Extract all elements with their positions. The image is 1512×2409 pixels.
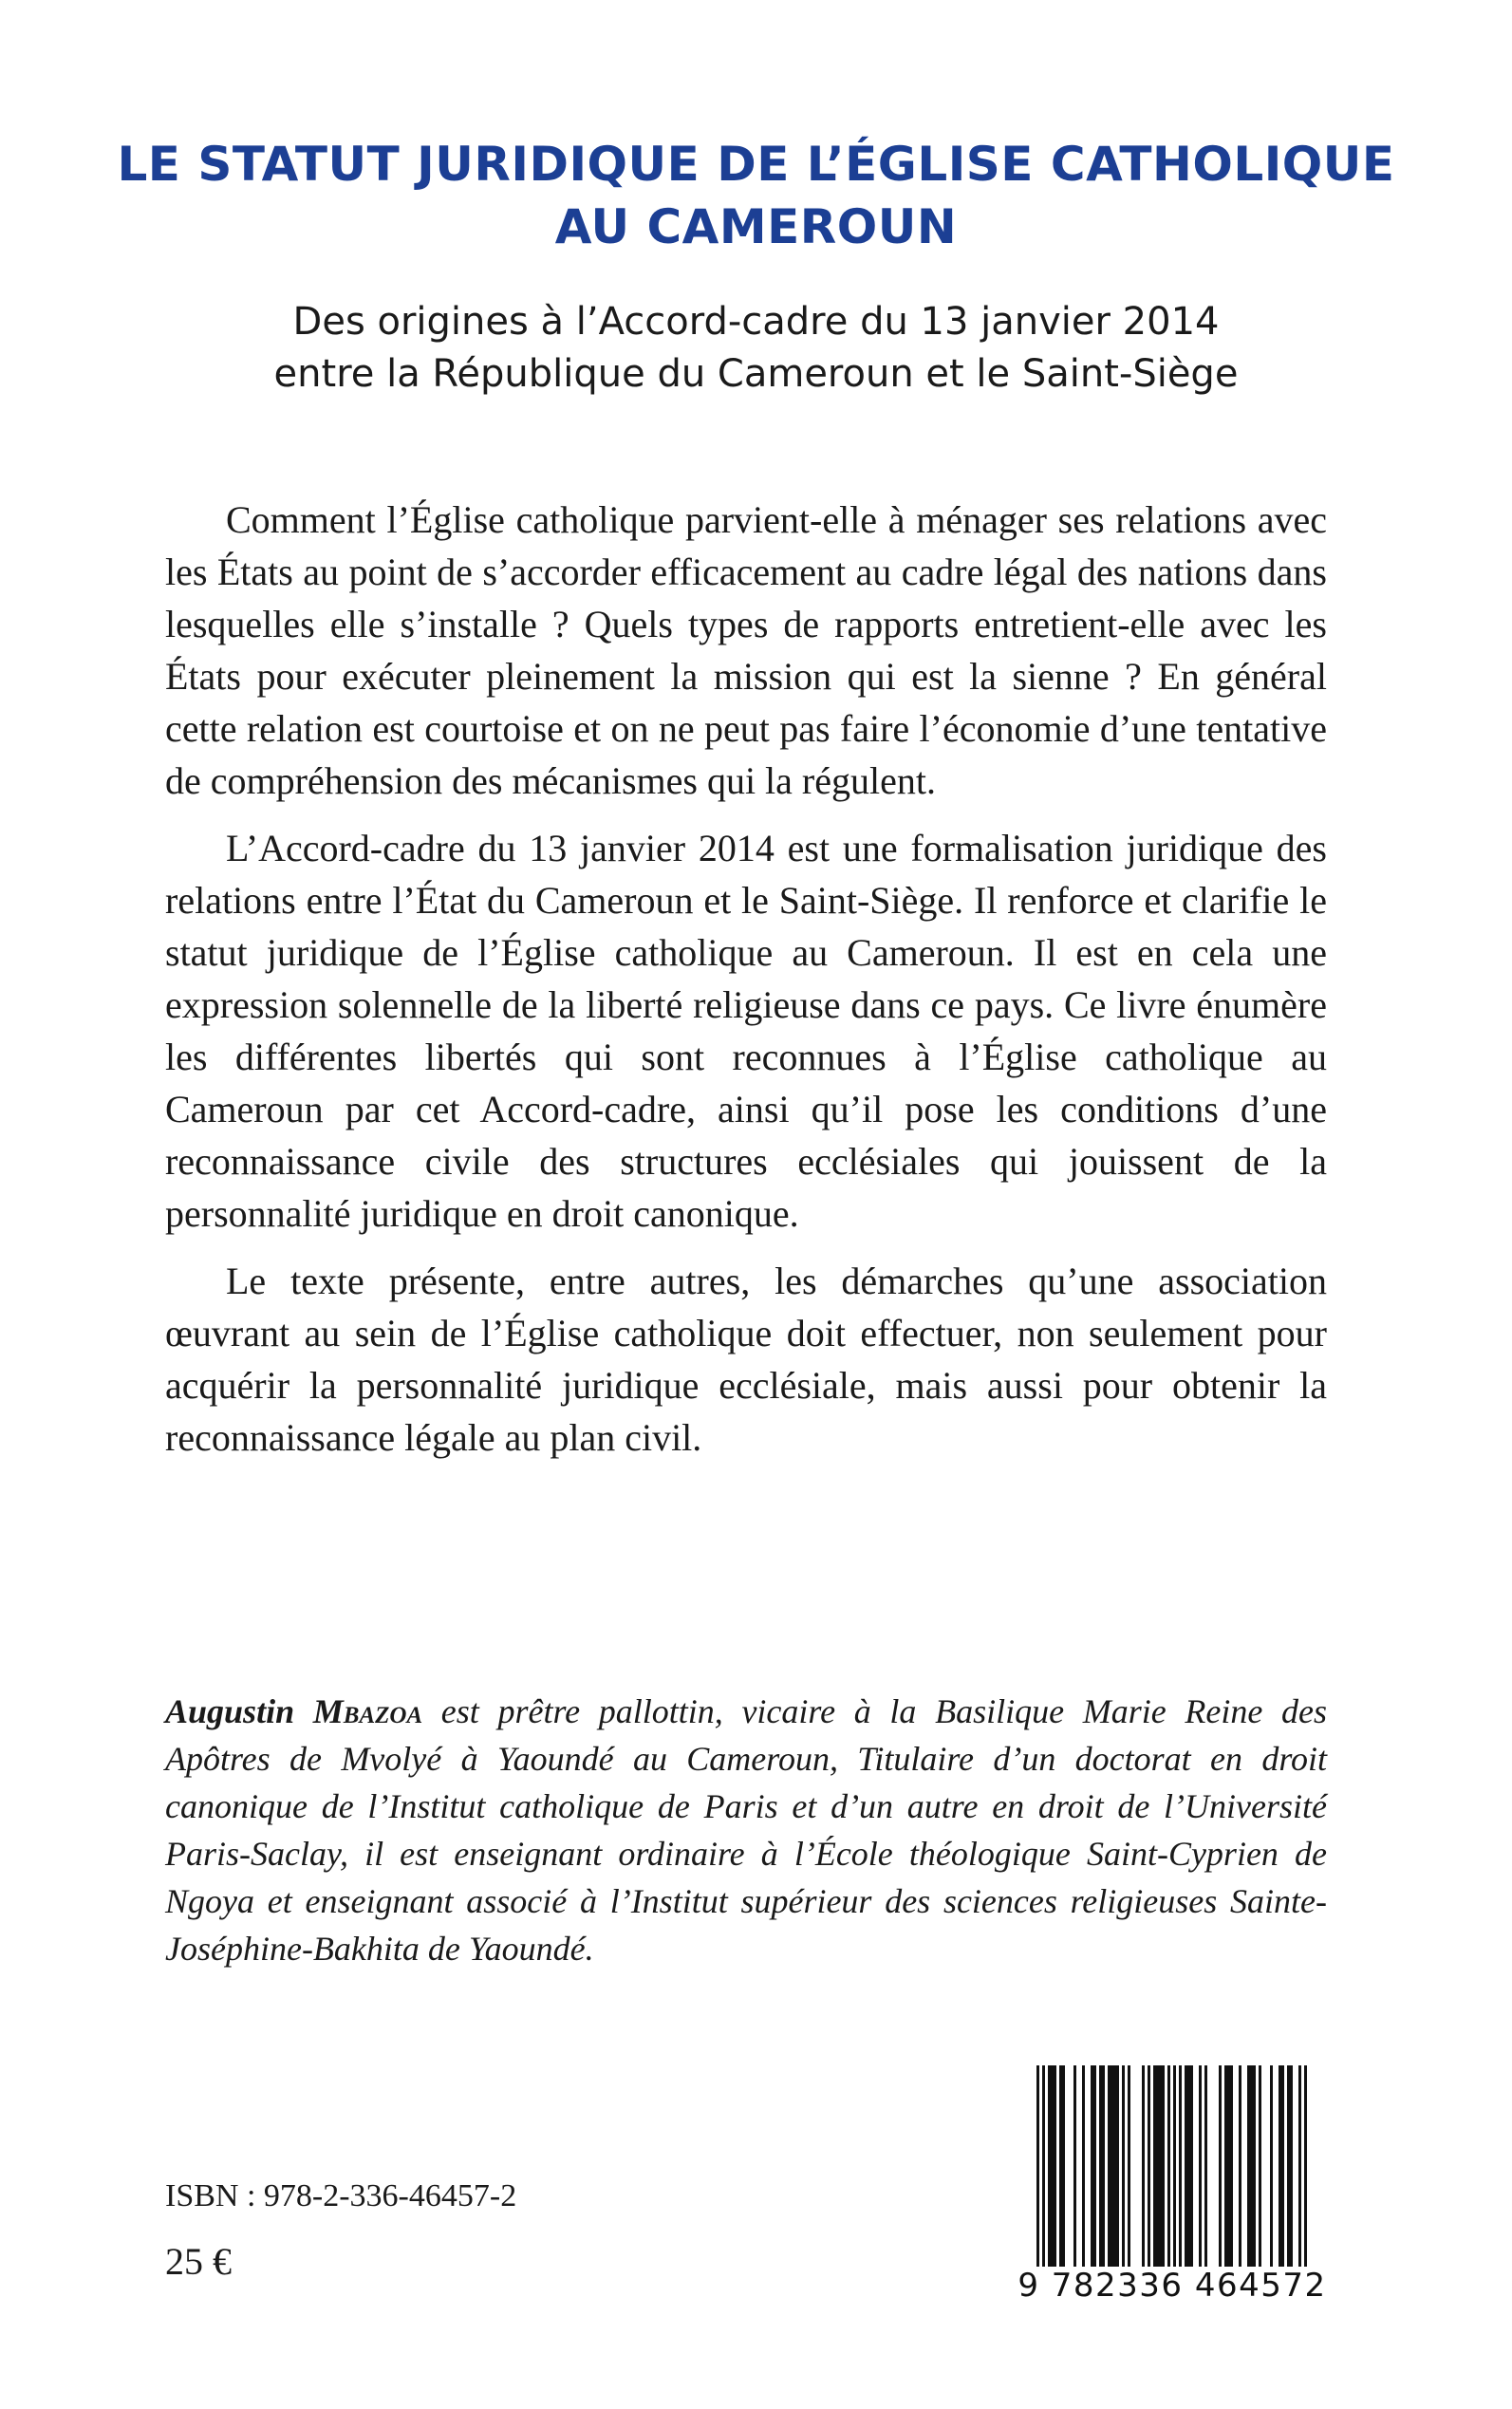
barcode-bar (1059, 2065, 1062, 2267)
barcode-bar (1204, 2065, 1207, 2267)
barcode-digits: 9 782336 464572 (1016, 2267, 1329, 2305)
barcode-bar (1128, 2065, 1130, 2267)
barcode-bar (1116, 2065, 1119, 2267)
blurb-paragraph-3: Le texte présente, entre autres, les démarches qu’une association œuvrant au sein de l’Église catholique doit effectuer, non seulement pour acquérir la personnalité juridique ecclésiale, mais aussi pour obtenir la reconnaissance légale au plan civil. (165, 1260, 1327, 1459)
barcode-bar (1036, 2065, 1039, 2288)
barcode-bar (1093, 2065, 1096, 2267)
barcode-bar (1227, 2065, 1230, 2267)
barcode-bar (1199, 2065, 1202, 2267)
author-bio-text: est prêtre pallottin, vicaire à la Basilique Marie Reine des Apôtres de Mvolyé à Yaoundé au Cameroun, Titulaire d’un doctorat en droit canonique de l’Institut catholique de Paris et d’un autre en droit de l’Université Paris-Saclay, il est enseignant ordinaire à l’École théologique Saint-Cyprien de Ngoya et enseignant associé à l’Institut supérieur des sciences religieuses Sainte-Joséphine-Bakhita de Yaoundé. (165, 1692, 1327, 1968)
barcode-bar (1156, 2065, 1159, 2267)
isbn: ISBN : 978-2-336-46457-2 (165, 2178, 517, 2213)
barcode-bar (1102, 2065, 1105, 2267)
barcode-bar (1298, 2065, 1301, 2288)
barcode-bar (1219, 2065, 1222, 2267)
barcode-bar (1247, 2065, 1250, 2267)
barcode-bar (1230, 2065, 1233, 2267)
barcode-bar (1279, 2065, 1281, 2267)
barcode-bar (1054, 2065, 1056, 2267)
barcode-bar (1153, 2065, 1156, 2267)
barcode-bar (1162, 2065, 1165, 2267)
barcode-bar (1113, 2065, 1116, 2267)
blurb-paragraph-2: L’Accord-cadre du 13 janvier 2014 est une formalisation juridique des relations entre l’État du Cameroun et le Saint-Siège. Il renforce et clarifie le statut juridique de l’Église catholique au Cameroun. Il est en cela une expression solennelle de la liberté religieuse dans ce pays. Ce livre énumère les différentes libertés qui sont reconnues à l’Église catholique au Cameroun par cet Accord-cadre, ainsi qu’il pose les conditions d’une reconnaissance civile des structures ecclésiales qui jouissent de la personnalité juridique en droit canonique. (165, 827, 1327, 1235)
blurb-paragraph-1: Comment l’Église catholique parvient-elle à ménager ses relations avec les États au point de s’accorder efficacement au cadre légal des nations dans lesquelles elle s’installe ? Quels types de rapports entretient-elle avec les États pour exécuter pleinement la mission qui est la sienne ? En général cette relation est courtoise et on ne peut pas faire l’économie d’une tentative de compréhension des mécanismes qui la régulent. (165, 498, 1327, 802)
book-title-line-1: LE STATUT JURIDIQUE DE L’ÉGLISE CATHOLIQUE (117, 137, 1395, 192)
barcode-bar (1148, 2065, 1150, 2267)
barcode-bar (1281, 2065, 1284, 2267)
barcode-bar (1190, 2065, 1193, 2267)
author-last-name: Mbazoa (312, 1692, 423, 1730)
barcode-bar (1270, 2065, 1273, 2267)
barcode (1016, 2065, 1329, 2322)
barcode-bar (1042, 2065, 1045, 2288)
barcode-bar (1082, 2065, 1085, 2267)
book-title (76, 133, 1436, 258)
barcode-bar (1062, 2065, 1065, 2267)
barcode-bar (1250, 2065, 1253, 2267)
barcode-bar (1122, 2065, 1125, 2267)
barcode-bar (1051, 2065, 1054, 2267)
barcode-bar (1239, 2065, 1241, 2267)
book-subtitle (76, 296, 1436, 401)
book-subtitle-line-2: entre la République du Cameroun et le Saint-Siège (273, 352, 1239, 396)
barcode-bar (1099, 2065, 1102, 2267)
author-first-name: Augustin (165, 1692, 295, 1730)
barcode-bar (1259, 2065, 1261, 2267)
barcode-bar (1253, 2065, 1256, 2267)
barcode-bar (1287, 2065, 1290, 2267)
barcode-bar (1179, 2065, 1182, 2267)
barcode-bar (1111, 2065, 1113, 2267)
barcode-bar (1173, 2065, 1176, 2288)
barcode-bar (1290, 2065, 1293, 2267)
barcode-bar (1167, 2065, 1170, 2288)
book-subtitle-line-1: Des origines à l’Accord-cadre du 13 janvier 2014 (292, 300, 1220, 344)
barcode-bar (1142, 2065, 1145, 2267)
book-title-line-2: AU CAMEROUN (554, 199, 958, 254)
barcode-bar (1048, 2065, 1051, 2267)
price: 25 € (165, 2240, 232, 2283)
barcode-bar (1108, 2065, 1111, 2267)
barcode-bar (1185, 2065, 1187, 2267)
barcode-bar (1187, 2065, 1190, 2267)
barcode-bar (1304, 2065, 1307, 2288)
author-bio (165, 1688, 1327, 1972)
barcode-bar (1073, 2065, 1076, 2267)
barcode-bar (1091, 2065, 1093, 2267)
blurb (165, 494, 1327, 1479)
barcode-bar (1224, 2065, 1227, 2267)
barcode-bar (1159, 2065, 1162, 2267)
